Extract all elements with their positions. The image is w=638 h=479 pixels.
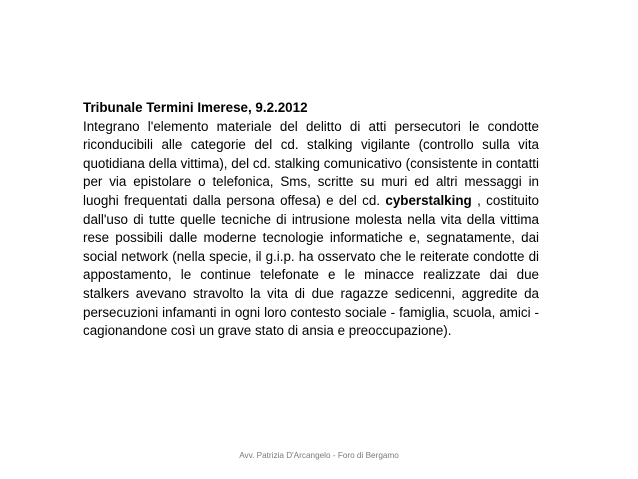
slide-content — [83, 99, 539, 341]
slide-paragraph — [83, 118, 539, 341]
bold-term: cyberstalking — [385, 192, 472, 208]
slide-heading: Tribunale Termini Imerese, 9.2.2012 — [83, 100, 308, 115]
paragraph-text-after: , costituito dall'uso di tutte quelle tecniche di intrusione molesta nella vita della vittima rese possibili dalle moderne tecnologie informatiche e, segnatamente, dai social network (nella specie, il g.i.p. ha osservato che le reiterate condotte di appostamento, le continue telefonate e le minacce realizzate dai due stalkers avevano stravolto la vita di due ragazze sedicenni, aggredite da persecuzioni infamanti in ogni loro contesto sociale - famiglia, scuola, amici - cagionandone così un grave stato di ansia e preoccupazione). — [83, 192, 539, 339]
paragraph-text-before: Integrano l'elemento materiale del delitto di atti persecutori le condotte riconducibili alle categorie del cd. stalking vigilante (controllo sulla vita quotidiana della vittima), del cd. stalking comunicativo (consistente in contatti per via epistolare o telefonica, Sms, scritte su muri ed altri messaggi in luoghi frequentati dalla persona offesa) e del cd. — [83, 118, 539, 208]
slide-footer: Avv. Patrizia D'Arcangelo - Foro di Bergamo — [239, 451, 399, 460]
